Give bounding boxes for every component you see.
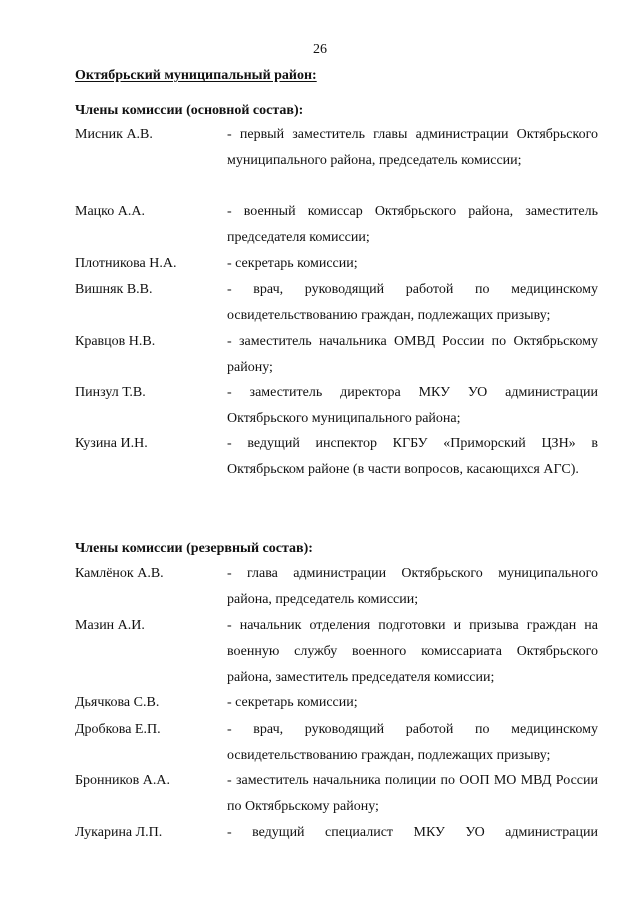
main-section-heading: Члены комиссии (основной состав): — [75, 103, 304, 118]
member-entry — [75, 431, 598, 483]
member-name: Дьячкова С.В. — [75, 695, 160, 710]
member-entry — [75, 717, 598, 769]
member-entry — [75, 561, 598, 613]
reserve-section-heading: Члены комиссии (резервный состав): — [75, 541, 313, 556]
member-name: Вишняк В.В. — [75, 282, 153, 297]
member-name: Мисник А.В. — [75, 127, 153, 142]
member-role: - секретарь комиссии; — [227, 256, 358, 271]
member-role: - военный комиссар Октябрьского района, заместитель председателя комиссии; — [227, 204, 598, 245]
member-entry — [75, 690, 598, 716]
member-role: - заместитель директора МКУ УО администрации Октябрьского муниципального района; — [227, 385, 598, 426]
member-name: Бронников А.А. — [75, 773, 170, 788]
member-entry — [75, 122, 598, 174]
member-entry — [75, 768, 598, 820]
member-name: Кравцов Н.В. — [75, 334, 156, 349]
member-role: - врач, руководящий работой по медицинскому освидетельствованию граждан, подлежащих призыву; — [227, 722, 598, 763]
member-name: Лукарина Л.П. — [75, 825, 163, 840]
member-entry — [75, 329, 598, 381]
member-role: - ведущий инспектор КГБУ «Приморский ЦЗН» в Октябрьском районе (в части вопросов, касающихся АГС). — [227, 436, 598, 477]
member-name: Кузина И.Н. — [75, 436, 148, 451]
member-entry — [75, 277, 598, 329]
member-name: Мацко А.А. — [75, 204, 145, 219]
member-role: - ведущий специалист МКУ УО администрации — [227, 825, 598, 840]
member-role: - секретарь комиссии; — [227, 695, 358, 710]
member-name: Мазин А.И. — [75, 618, 145, 633]
member-name: Пинзул Т.В. — [75, 385, 146, 400]
member-role: - глава администрации Октябрьского муниципального района, председатель комиссии; — [227, 566, 598, 607]
page-number: 26 — [313, 42, 327, 57]
member-role: - врач, руководящий работой по медицинскому освидетельствованию граждан, подлежащих призыву; — [227, 282, 598, 323]
member-entry — [75, 251, 598, 277]
member-role: - заместитель начальника ОМВД России по Октябрьскому району; — [227, 334, 598, 375]
member-role: - первый заместитель главы администрации Октябрьского муниципального района, председатель комиссии; — [227, 127, 598, 168]
member-name: Плотникова Н.А. — [75, 256, 177, 271]
district-title: Октябрьский муниципальный район: — [75, 68, 317, 83]
member-entry — [75, 199, 598, 251]
member-role: - начальник отделения подготовки и призыва граждан на военную службу военного комиссариата Октябрьского района, заместитель председателя комиссии; — [227, 618, 598, 685]
member-name: Дробкова Е.П. — [75, 722, 161, 737]
member-entry — [75, 613, 598, 690]
member-entry — [75, 820, 598, 846]
member-role: - заместитель начальника полиции по ООП МО МВД России по Октябрьскому району; — [227, 773, 598, 814]
member-entry — [75, 380, 598, 432]
member-name: Камлёнок А.В. — [75, 566, 164, 581]
